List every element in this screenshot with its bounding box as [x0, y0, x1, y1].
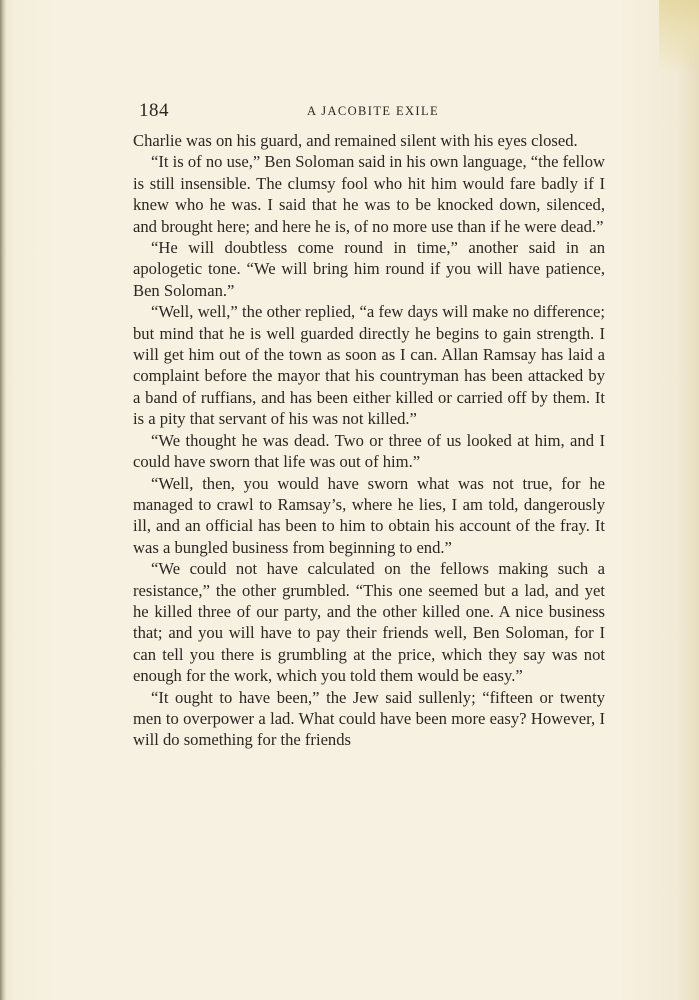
running-title: A JACOBITE EXILE [306, 104, 440, 118]
paragraph: “He will doubtless come round in time,” another said in an apologetic tone. “We will bring him round if you will have patience, Ben Soloman.” [133, 238, 605, 300]
paragraph: “Well, well,” the other replied, “a few days will make no difference; but mind that he is well guarded directly he begins to gain strength. I will get him out of the town as soon as I can. Allan Ramsay has laid a complaint before the mayor that his countryman has been attacked by a band of ruffians, and has been either killed or carried off by them. It is a pity that servant of his was not killed.” [133, 302, 605, 429]
paragraph: Charlie was on his guard, and remained silent with his eyes closed. [133, 131, 578, 150]
page-corner-stain [659, 0, 699, 70]
paragraph: “We could not have calculated on the fellows making such a resistance,” the other grumbled. “This one seemed but a lad, and yet he killed three of our party, and the other killed one. A nice business that; and you will have to pay their friends well, Ben Soloman, for I can tell you there is grumbling at the price, which they say was not enough for the work, which you told them would be easy.” [133, 559, 605, 686]
paragraph: “It ought to have been,” the Jew said sullenly; “fifteen or twenty men to overpower a lad. What could have been more easy? However, I will do something for the friends [133, 687, 605, 750]
paragraph: “We thought he was dead. Two or three of us looked at him, and I could have sworn that life was out of him.” [133, 430, 605, 472]
body-text [133, 130, 605, 751]
page-number: 184 [139, 100, 169, 121]
paragraph: “It is of no use,” Ben Soloman said in his own language, “the fellow is still insensible. The clumsy fool who hit him would fare badly if I knew who he was. I said that he was to be knocked down, silenced, and brought here; and here he is, of no more use than if he were dead.” [133, 152, 605, 236]
paragraph: “Well, then, you would have sworn what was not true, for he managed to crawl to Ramsay’s, where he lies, I am told, dangerously ill, and an official has been to him to obtain his account of the fray. It was a bungled business from beginning to end.” [133, 473, 605, 557]
book-spine-shadow [0, 0, 6, 1000]
page-header [139, 100, 607, 126]
